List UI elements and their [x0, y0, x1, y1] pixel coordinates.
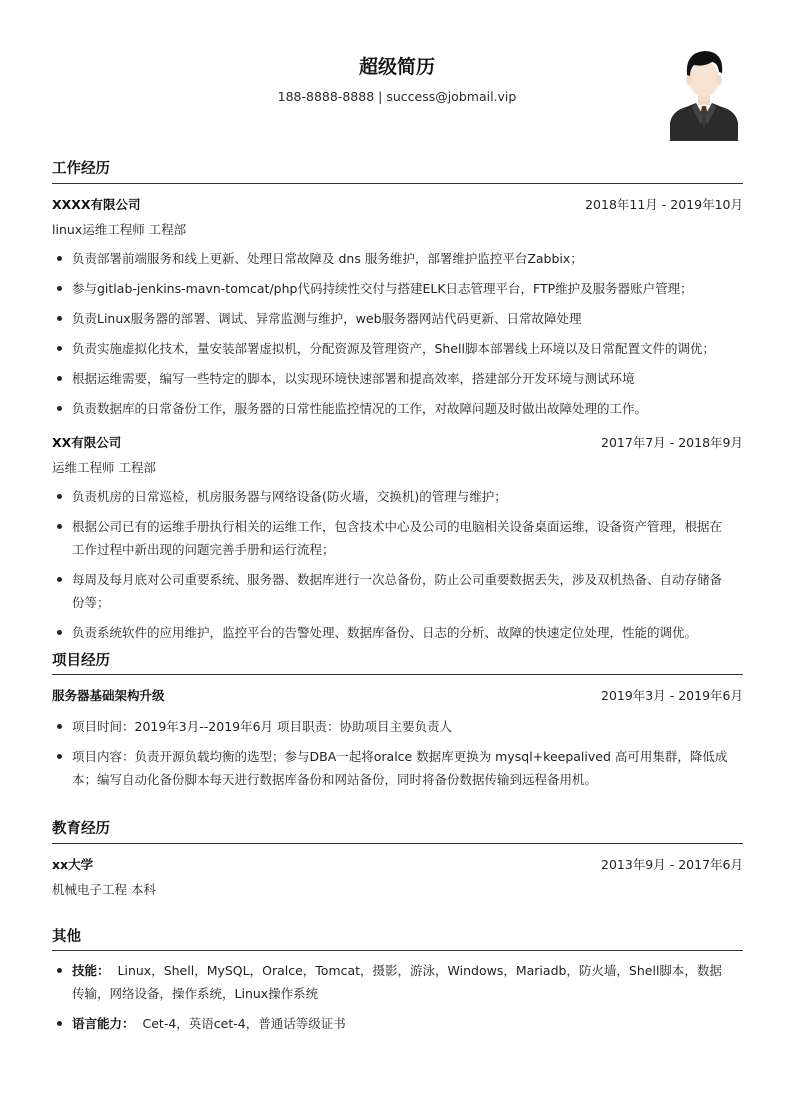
section-title-education: 教育经历 [52, 821, 110, 837]
education-header [52, 855, 743, 875]
job-header [52, 195, 743, 215]
list-item: 每周及每月底对公司重要系统、服务器、数据库进行一次总备份，防止公司重要数据丢失，涉及双机热备、自动存储备份等； [52, 568, 734, 614]
businessman-avatar-icon [668, 45, 740, 141]
list-item: 负责部署前端服务和线上更新、处理日常故障及 dns 服务维护，部署维护监控平台Zabbix； [52, 247, 734, 270]
list-item: 项目时间：2019年3月--2019年6月 项目职责：协助项目主要负责人 [52, 715, 734, 738]
list-item: 负责机房的日常巡检，机房服务器与网络设备(防火墙，交换机)的管理与维护； [52, 485, 734, 508]
job-period: 2017年7月 - 2018年9月 [601, 435, 743, 450]
school-name: xx大学 [52, 857, 94, 872]
section-title-projects: 项目经历 [52, 653, 110, 669]
list-item: 负责Linux服务器的部署、调试、异常监测与维护，web服务器网站代码更新、日常故障处理 [52, 307, 734, 330]
skills-item [52, 959, 734, 1005]
languages-label: 语言能力： [72, 1016, 135, 1031]
list-item: 负责系统软件的应用维护，监控平台的告警处理、数据库备份、日志的分析、故障的快速定位处理，性能的调优。 [52, 621, 734, 644]
project-header [52, 686, 743, 706]
job-duties-list [52, 485, 734, 651]
divider [52, 674, 743, 675]
job-role: 运维工程师 工程部 [52, 460, 156, 475]
job-duties-list [52, 247, 734, 427]
list-item: 项目内容：负责开源负载均衡的选型；参与DBA一起将oralce 数据库更换为 mysql+keepalived 高可用集群，降低成本；编写自动化备份脚本每天进行数据库备份和网站备份，同时将备份数据传输到远程备用机。 [52, 745, 734, 791]
skills-label: 技能： [72, 963, 110, 978]
education-period: 2013年9月 - 2017年6月 [601, 857, 743, 872]
list-item: 参与gitlab-jenkins-mavn-tomcat/php代码持续性交付与搭建ELK日志管理平台，FTP维护及服务器账户管理； [52, 277, 734, 300]
degree: 机械电子工程 本科 [52, 882, 156, 897]
company-name: XX有限公司 [52, 435, 122, 450]
languages-item [52, 1012, 734, 1035]
job-role: linux运维工程师 工程部 [52, 222, 187, 237]
divider [52, 183, 743, 184]
project-details-list [52, 715, 734, 798]
divider [52, 950, 743, 951]
section-title-work: 工作经历 [52, 161, 110, 177]
resume-name: 超级简历 [358, 56, 435, 78]
list-item: 负责实施虚拟化技术，量安装部署虚拟机，分配资源及管理资产，Shell脚本部署线上环境以及日常配置文件的调优； [52, 337, 734, 360]
job-period: 2018年11月 - 2019年10月 [585, 197, 743, 212]
divider [52, 843, 743, 844]
list-item: 根据运维需要，编写一些特定的脚本，以实现环境快速部署和提高效率，搭建部分开发环境与测试环境 [52, 367, 734, 390]
list-item: 负责数据库的日常备份工作，服务器的日常性能监控情况的工作，对故障问题及时做出故障处理的工作。 [52, 397, 734, 420]
list-item: 根据公司已有的运维手册执行相关的运维工作，包含技术中心及公司的电脑相关设备桌面运维，设备资产管理，根据在工作过程中新出现的问题完善手册和运行流程； [52, 515, 734, 561]
project-period: 2019年3月 - 2019年6月 [601, 688, 743, 703]
other-list [52, 959, 734, 1042]
company-name: XXXX有限公司 [52, 197, 141, 212]
languages-text: Cet-4，英语cet-4，普通话等级证书 [142, 1016, 346, 1031]
contact-info: 188-8888-8888 | success@jobmail.vip [277, 89, 517, 104]
section-title-other: 其他 [52, 929, 81, 945]
project-name: 服务器基础架构升级 [52, 688, 165, 703]
job-header [52, 433, 743, 453]
skills-text: Linux，Shell，MySQL，Oralce，Tomcat，摄影，游泳，Windows，Mariadb，防火墙，Shell脚本，数据传输，网络设备，操作系统，Linux操作系统 [72, 963, 722, 1001]
